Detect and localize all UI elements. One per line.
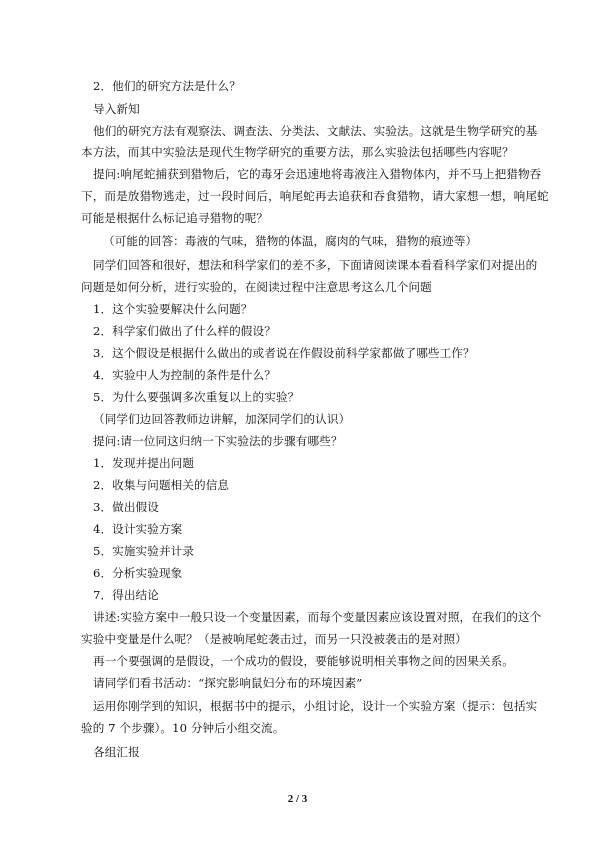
paragraph-line: 运用你刚学到的知识，根据书中的提示，小组讨论，设计一个实验方案（提示：包括实 bbox=[93, 699, 538, 713]
paragraph-line: 提问:响尾蛇捕获到猎物后，它的毒牙会迅速地将毒液注入猎物体内，并不马上把猎物吞 bbox=[93, 167, 542, 181]
possible-answer: （可能的回答：毒液的气味，猎物的体温，腐肉的气味，猎物的痕迹等） bbox=[103, 234, 478, 248]
paragraph-line: 各组汇报 bbox=[93, 745, 140, 759]
list-item: 3．这个假设是根据什么做出的或者说在作假设前科学家都做了哪些工作？ bbox=[93, 346, 475, 360]
step-item: 4．设计实验方案 bbox=[93, 522, 183, 536]
list-item: 2．科学家们做出了什么样的假设？ bbox=[93, 324, 276, 338]
list-item: 4．实验中人为控制的条件是什么？ bbox=[93, 368, 276, 382]
paragraph-line: 实验中变量是什么呢？（是被响尾蛇袭击过，而另一只没被袭击的是对照） bbox=[81, 632, 467, 646]
paragraph-line: 验的 7 个步骤）。10 分钟后小组交流。 bbox=[81, 721, 285, 735]
step-item: 6．分析实验现象 bbox=[93, 566, 183, 580]
paragraph-line: 问题是如何分析，进行实验的，在阅读过程中注意思考这么几个问题 bbox=[81, 280, 432, 294]
paragraph-line: 同学们回答和很好，想法和科学家们的差不多，下面请阅读课本看看科学家们对提出的 bbox=[93, 258, 538, 272]
paragraph-line: 可能是根据什么标记追寻猎物的呢？ bbox=[81, 211, 269, 225]
list-item: 5．为什么要强调多次重复以上的实验？ bbox=[93, 390, 300, 404]
step-item: 1．发现并提出问题 bbox=[93, 456, 195, 470]
paragraph-line: 本方法，而其中实验法是现代生物学研究的重要方法，那么实验法包括哪些内容呢？ bbox=[81, 145, 514, 159]
paragraph-line: 再一个要强调的是假设，一个成功的假设，要能够说明相关事物之间的因果关系。 bbox=[93, 654, 514, 668]
section-heading: 导入新知 bbox=[93, 102, 140, 116]
paragraph-line: 下，而是放猎物逃走，过一段时间后，响尾蛇再去追获和吞食猎物，请大家想一想，响尾蛇 bbox=[81, 189, 549, 203]
step-item: 2．收集与问题相关的信息 bbox=[93, 478, 230, 492]
list-item: 1．这个实验要解决什么问题？ bbox=[93, 302, 253, 316]
paragraph-line: 提问:请一位同这归纳一下实验法的步骤有哪些？ bbox=[93, 434, 343, 448]
paragraph-line: 讲述:实验方案中一般只设一个变量因素，而每个变量因素应该设置对照，在我们的这个 bbox=[93, 610, 542, 624]
question-2: 2．他们的研究方法是什么？ bbox=[93, 79, 241, 93]
page-number: 2 / 3 bbox=[287, 793, 308, 805]
teacher-note: （同学们边回答教师边讲解，加深同学们的认识） bbox=[93, 412, 351, 426]
paragraph-line: 他们的研究方法有观察法、调查法、分类法、文献法、实验法。这就是生物学研究的基 bbox=[93, 124, 538, 138]
paragraph-line: 请同学们看书活动：“探究影响鼠妇分布的环境因素” bbox=[93, 676, 363, 690]
step-item: 3．做出假设 bbox=[93, 500, 159, 514]
step-item: 7．得出结论 bbox=[93, 588, 159, 602]
step-item: 5．实施实验并计录 bbox=[93, 544, 195, 558]
